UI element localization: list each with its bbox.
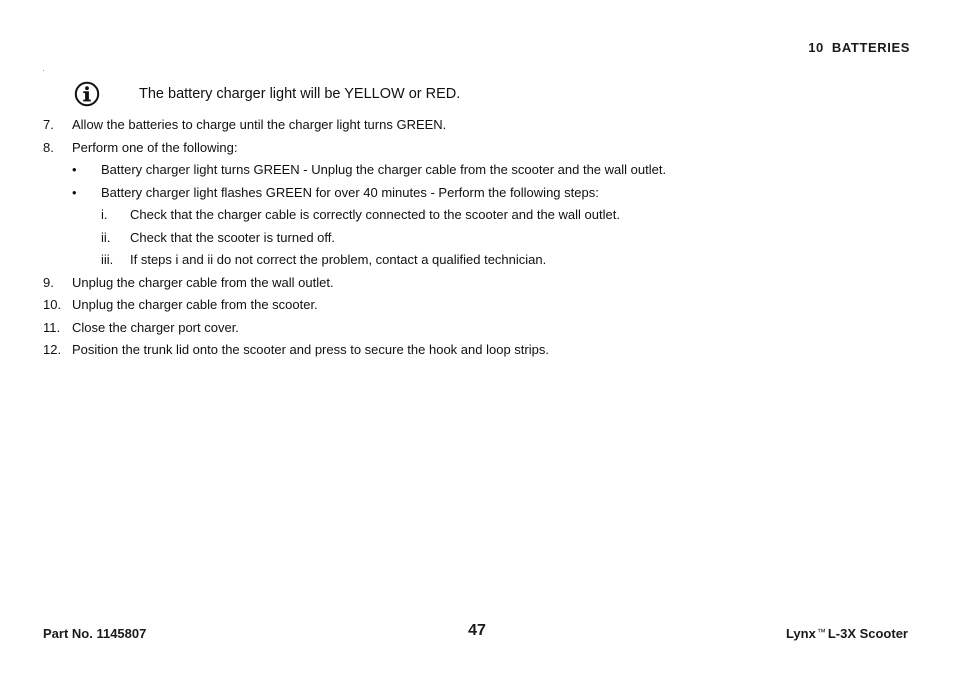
step-marker: 9. xyxy=(43,274,54,290)
section-title: BATTERIES xyxy=(831,40,910,55)
instruction-list xyxy=(0,114,954,362)
info-icon xyxy=(74,81,100,107)
step-8 xyxy=(0,137,954,160)
step-text: Perform one of the following: xyxy=(72,139,238,155)
note-text: The battery charger light will be YELLOW or RED. xyxy=(139,86,461,102)
step-marker: 8. xyxy=(43,139,54,155)
product-model: L-3X Scooter xyxy=(827,626,908,641)
sub-step-i xyxy=(0,204,954,227)
sub-step-text: Check that the charger cable is correctly connected to the scooter and the wall outlet. xyxy=(130,207,620,222)
step-text: Close the charger port cover. xyxy=(72,319,239,335)
page-number: 47 xyxy=(468,622,486,639)
sub-step-marker: ii. xyxy=(101,229,111,245)
section-header xyxy=(808,40,910,55)
info-note xyxy=(74,81,460,107)
product-brand: Lynx xyxy=(785,626,816,641)
bullet-text: Battery charger light turns GREEN - Unplug the charger cable from the scooter and the wall outlet. xyxy=(101,162,667,177)
step-text: Allow the batteries to charge until the charger light turns GREEN. xyxy=(72,117,447,132)
step-text: Position the trunk lid onto the scooter and press to secure the hook and loop strips. xyxy=(72,342,549,357)
product-name xyxy=(786,626,908,641)
step-11 xyxy=(0,317,954,340)
bullet-marker: • xyxy=(72,162,77,177)
sub-step-text: Check that the scooter is turned off. xyxy=(130,229,335,245)
sub-step-iii xyxy=(0,249,954,272)
step-10 xyxy=(0,294,954,317)
part-number: Part No. 1145807 xyxy=(43,626,147,641)
bullet-item xyxy=(0,182,954,205)
section-number: 10 xyxy=(808,40,824,55)
trademark-symbol: ™ xyxy=(816,627,826,637)
sub-step-marker: i. xyxy=(101,207,108,222)
step-marker: 11. xyxy=(43,319,61,335)
sub-step-ii xyxy=(0,227,954,250)
step-marker: 7. xyxy=(43,117,54,132)
sub-step-text: If steps i and ii do not correct the problem, contact a qualified technician. xyxy=(130,252,547,267)
bullet-text: Battery charger light flashes GREEN for over 40 minutes - Perform the following steps: xyxy=(101,184,599,200)
step-marker: 10. xyxy=(43,297,62,312)
bullet-marker: • xyxy=(72,184,77,200)
step-marker: 12. xyxy=(43,342,62,357)
sub-step-marker: iii. xyxy=(101,252,114,267)
print-speck xyxy=(43,70,44,71)
step-9 xyxy=(0,272,954,295)
step-text: Unplug the charger cable from the wall outlet. xyxy=(72,274,334,290)
step-7 xyxy=(0,114,954,137)
bullet-item xyxy=(0,159,954,182)
step-12 xyxy=(0,339,954,362)
step-text: Unplug the charger cable from the scooter. xyxy=(72,297,318,312)
